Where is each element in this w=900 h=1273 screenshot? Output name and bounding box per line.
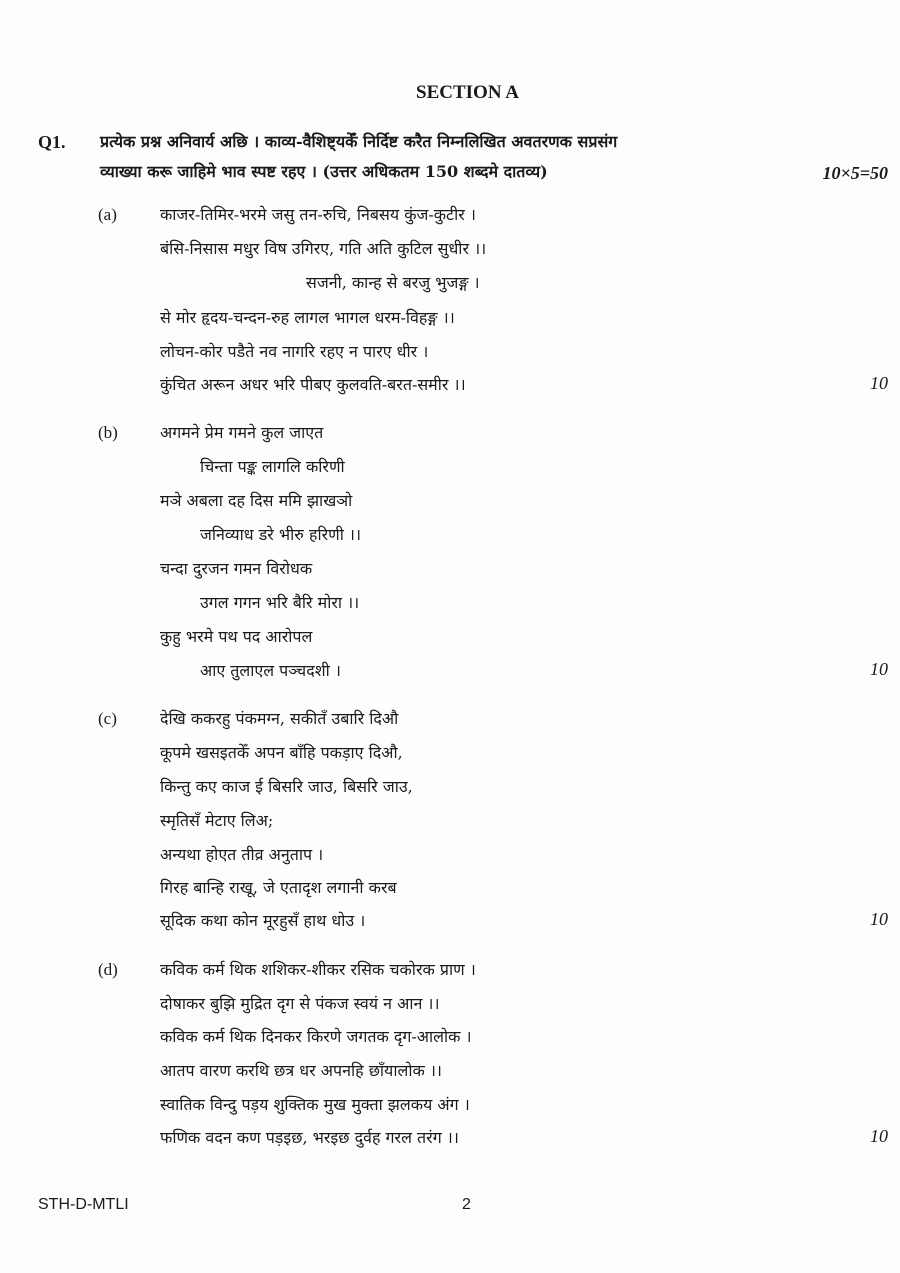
verse-line: फणिक वदन कण पड़इछ, भरइछ दुर्वह गरल तरंग ।।: [160, 1128, 459, 1147]
question-instruction-line-2: व्याख्या करू जाहिमे भाव स्पष्ट रहए । (उत्तर अधिकतम 150 शब्दमे दातव्य): [100, 162, 548, 181]
verse-line: से मोर हृदय-चन्दन-रुह लागल भागल धरम-विहङ्ग ।।: [160, 308, 455, 327]
question-instruction-line-1: प्रत्येक प्रश्न अनिवार्य अछि । काव्य-वैशिष्ट्यकेँ निर्दिष्ट करैत निम्नलिखित अवतरणक सप्रसंग: [100, 132, 618, 151]
verse-line: काजर-तिमिर-भरमे जसु तन-रुचि, निबसय कुंज-कुटीर ।: [160, 205, 476, 224]
verse-line: सूदिक कथा कोन मूरहुसँ हाथ धोउ ।: [160, 911, 366, 930]
verse-line: स्मृतिसँ मेटाए लिअ;: [160, 811, 274, 830]
verse-line: मञे अबला दह दिस ममि झाखञो: [160, 491, 353, 510]
verse-line: आए तुलाएल पञ्चदशी ।: [200, 661, 341, 680]
verse-line: सजनी, कान्ह से बरजु भुजङ्ग ।: [306, 273, 480, 292]
verse-line: कुंचित अरून अधर भरि पीबए कुलवति-बरत-समीर ।।: [160, 375, 466, 394]
section-title: SECTION A: [416, 82, 519, 103]
verse-line: स्वातिक विन्दु पड़य शुक्तिक मुख मुक्ता झलकय अंग ।: [160, 1095, 470, 1114]
total-marks: 10×5=50: [822, 163, 888, 183]
verse-line: कुहु भरमे पथ पद आरोपल: [160, 627, 313, 646]
question-number: Q1.: [38, 132, 66, 152]
verse-line: कविक कर्म थिक दिनकर किरणे जगतक दृग-आलोक ।: [160, 1027, 472, 1046]
part-marks-b: 10: [870, 659, 888, 679]
verse-line: चन्दा दुरजन गमन विरोधक: [160, 559, 313, 578]
part-label-c: (c): [98, 709, 117, 728]
verse-line: अन्यथा होएत तीव्र अनुताप ।: [160, 845, 324, 864]
verse-line: जनिव्याध डरे भीरु हरिणी ।।: [200, 525, 362, 544]
verse-line: बंसि-निसास मधुर विष उगिरए, गति अति कुटिल सुधीर ।।: [160, 239, 487, 258]
verse-line: किन्तु कए काज ई बिसरि जाउ, बिसरि जाउ,: [160, 777, 413, 796]
page-number: 2: [462, 1196, 471, 1213]
verse-line: चिन्ता पङ्क लागलि करिणी: [200, 457, 345, 476]
part-marks-a: 10: [870, 373, 888, 393]
part-marks-d: 10: [870, 1126, 888, 1146]
verse-line: गिरह बान्हि राखू, जे एतादृश लगानी करब: [160, 878, 397, 897]
verse-line: आतप वारण करथि छत्र धर अपनहि छाँयालोक ।।: [160, 1061, 442, 1080]
verse-line: दोषाकर बुझि मुद्रित दृग से पंकज स्वयं न आन ।।: [160, 994, 440, 1013]
verse-line: कविक कर्म थिक शशिकर-शीकर रसिक चकोरक प्राण ।: [160, 960, 476, 979]
verse-line: अगमने प्रेम गमने कुल जाएत: [160, 423, 324, 442]
part-label-d: (d): [98, 960, 118, 979]
verse-line: लोचन-कोर पडैते नव नागरि रहए न पारए धीर ।: [160, 342, 429, 361]
part-label-a: (a): [98, 205, 117, 224]
verse-line: देखि ककरहु पंकमग्न, सकीतँ उबारि दिऔ: [160, 709, 399, 728]
paper-code: STH-D-MTLI: [38, 1196, 129, 1213]
part-marks-c: 10: [870, 909, 888, 929]
part-label-b: (b): [98, 423, 118, 442]
verse-line: उगल गगन भरि बैरि मोरा ।।: [200, 593, 360, 612]
verse-line: कूपमे खसइतकेँ अपन बाँहि पकड़ाए दिऔ,: [160, 743, 403, 762]
